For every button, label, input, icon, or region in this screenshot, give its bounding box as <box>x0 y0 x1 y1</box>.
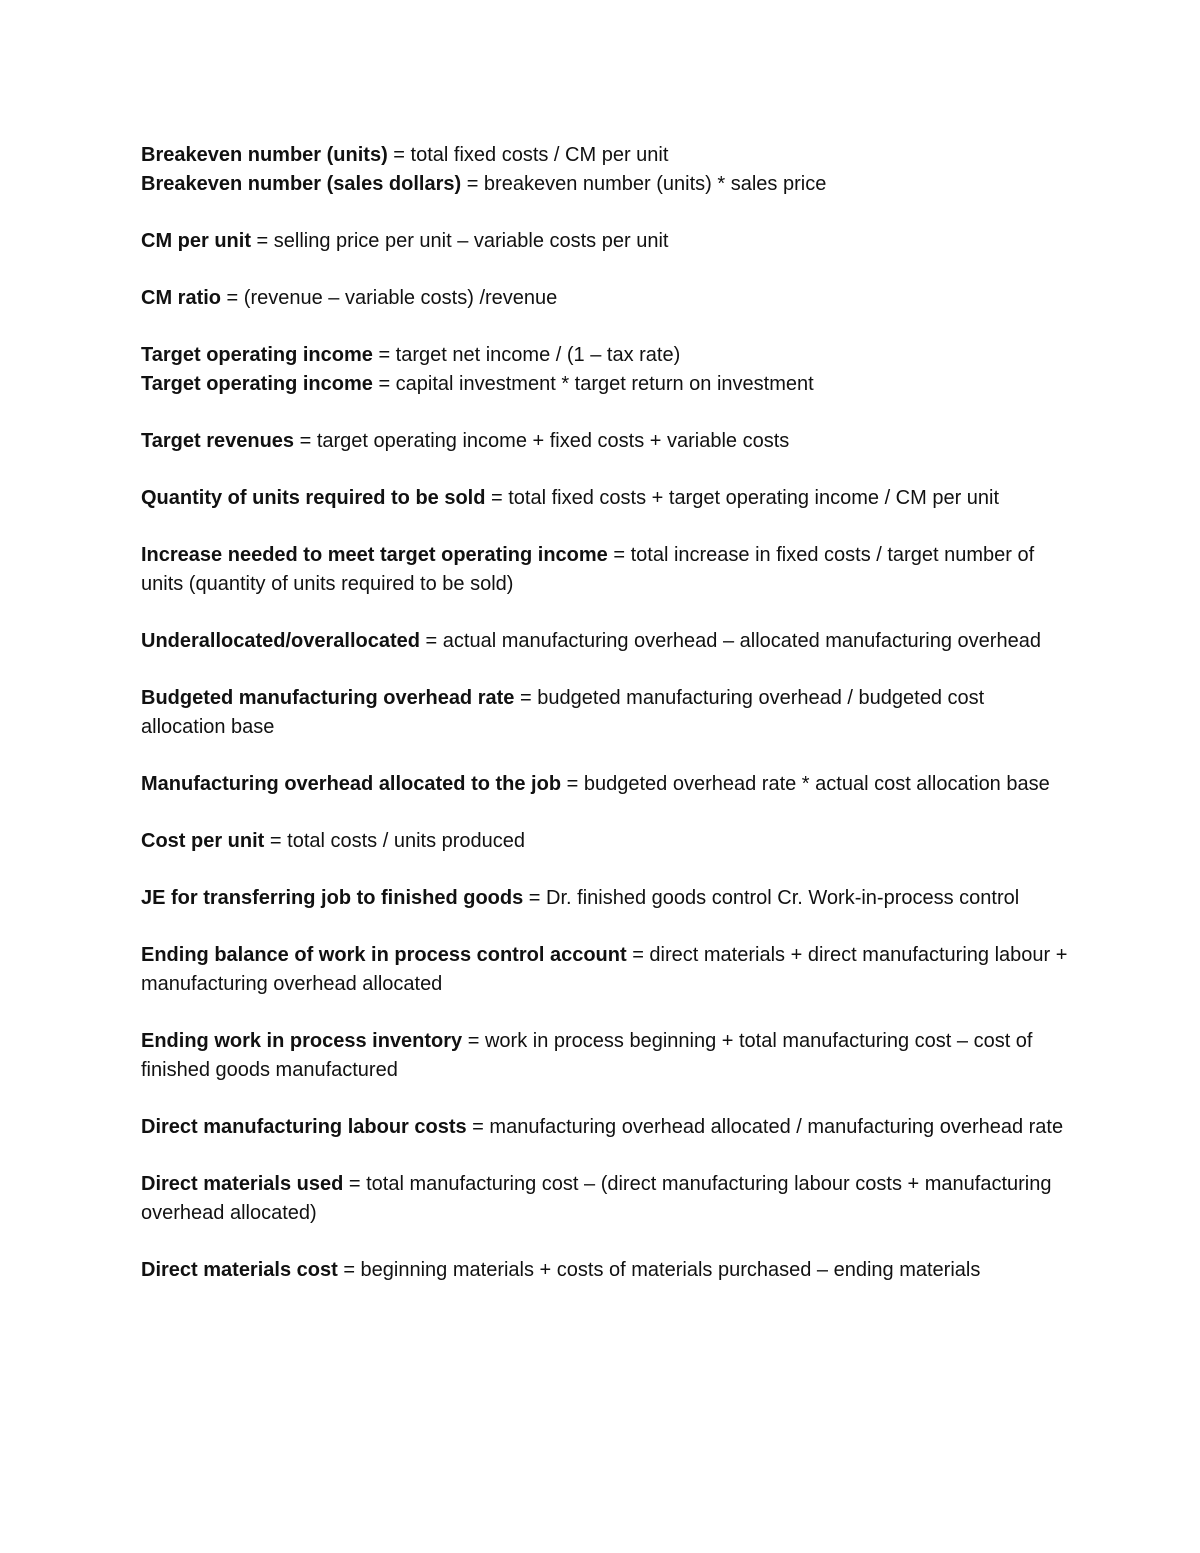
formula-term: Quantity of units required to be sold <box>141 487 486 509</box>
formula-direct-materials-used <box>141 1170 1071 1228</box>
formula-definition: = budgeted manufacturing overhead / budgeted cost allocation base <box>141 687 985 738</box>
formula-definition: = capital investment * target return on investment <box>372 373 814 395</box>
formula-term: Direct materials cost <box>141 1259 338 1281</box>
formula-under-over-allocated <box>141 627 1071 656</box>
formula-definition: = actual manufacturing overhead – allocated manufacturing overhead <box>419 630 1041 652</box>
formula-term: Budgeted manufacturing overhead rate <box>141 687 515 709</box>
formula-definition: = total fixed costs + target operating income / CM per unit <box>485 487 1000 509</box>
formula-je-transfer-job <box>141 884 1071 913</box>
formula-increase-needed <box>141 541 1071 599</box>
formula-ending-balance-wip <box>141 941 1071 999</box>
formula-breakeven-units <box>141 141 1071 170</box>
formula-target-operating-income-tax <box>141 341 1071 370</box>
formula-term: Target revenues <box>141 430 295 452</box>
formula-definition: = direct materials + direct manufacturing labour + manufacturing overhead allocated <box>141 944 1068 995</box>
formula-term: Ending work in process inventory <box>141 1030 463 1052</box>
formula-definition: = selling price per unit – variable costs per unit <box>251 230 669 252</box>
formula-list <box>141 141 1071 1285</box>
formula-term: Manufacturing overhead allocated to the job <box>141 773 562 795</box>
formula-term: Breakeven number (sales dollars) <box>141 173 462 195</box>
formula-overhead-allocated-to-job <box>141 770 1071 799</box>
formula-term: Target operating income <box>141 373 373 395</box>
formula-definition: = budgeted overhead rate * actual cost allocation base <box>561 773 1050 795</box>
formula-definition: = target operating income + fixed costs + variable costs <box>294 430 790 452</box>
formula-term: JE for transferring job to finished goods <box>141 887 524 909</box>
formula-direct-labour-costs <box>141 1113 1071 1142</box>
formula-term: Ending balance of work in process control account <box>141 944 627 966</box>
formula-definition: = manufacturing overhead allocated / manufacturing overhead rate <box>466 1116 1064 1138</box>
formula-definition: = target net income / (1 – tax rate) <box>372 344 681 366</box>
formula-term: Cost per unit <box>141 830 265 852</box>
formula-definition: = (revenue – variable costs) /revenue <box>221 287 558 309</box>
formula-term: Increase needed to meet target operating income <box>141 544 608 566</box>
formula-definition: = total increase in fixed costs / target number of units (quantity of units required to be sold) <box>141 544 1035 595</box>
formula-term: Underallocated/overallocated <box>141 630 420 652</box>
formula-definition: = total costs / units produced <box>264 830 526 852</box>
formula-direct-materials-cost <box>141 1256 1071 1285</box>
formula-cm-per-unit <box>141 227 1071 256</box>
formula-target-operating-income-roi <box>141 370 1071 399</box>
formula-term: Breakeven number (units) <box>141 144 388 166</box>
formula-definition: = work in process beginning + total manufacturing cost – cost of finished goods manufactured <box>141 1030 1033 1081</box>
formula-definition: = total manufacturing cost – (direct manufacturing labour costs + manufacturing overhead allocated) <box>141 1173 1052 1224</box>
formula-definition: = beginning materials + costs of materials purchased – ending materials <box>337 1259 981 1281</box>
formula-definition: = Dr. finished goods control Cr. Work-in-process control <box>523 887 1020 909</box>
formula-cost-per-unit <box>141 827 1071 856</box>
formula-quantity-required <box>141 484 1071 513</box>
formula-term: CM ratio <box>141 287 221 309</box>
formula-term: Target operating income <box>141 344 373 366</box>
formula-term: Direct materials used <box>141 1173 344 1195</box>
formula-term: CM per unit <box>141 230 251 252</box>
formula-target-revenues <box>141 427 1071 456</box>
formula-cm-ratio <box>141 284 1071 313</box>
formula-term: Direct manufacturing labour costs <box>141 1116 467 1138</box>
formula-breakeven-sales-dollars <box>141 170 1071 199</box>
formula-definition: = total fixed costs / CM per unit <box>387 144 669 166</box>
formula-ending-wip-inventory <box>141 1027 1071 1085</box>
formula-budgeted-overhead-rate <box>141 684 1071 742</box>
formula-definition: = breakeven number (units) * sales price <box>461 173 827 195</box>
